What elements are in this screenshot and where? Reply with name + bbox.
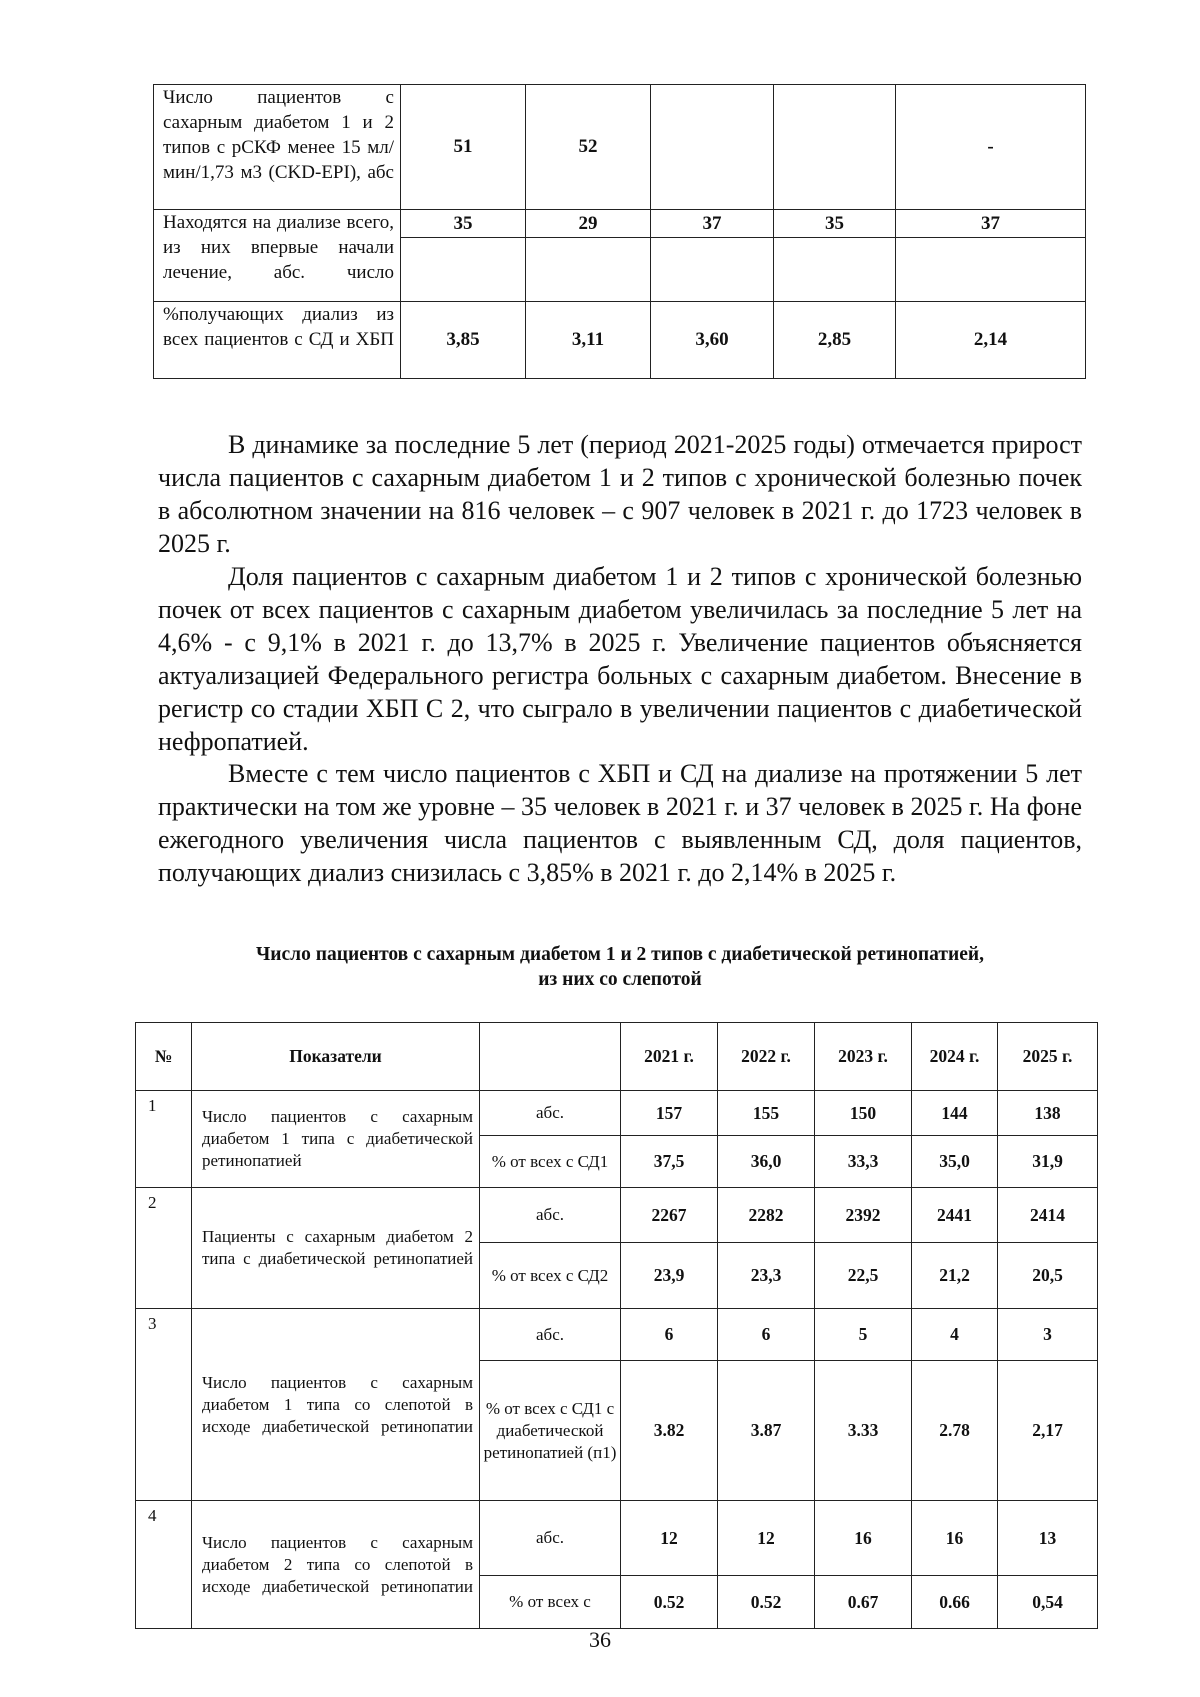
header-num: № [136,1023,192,1091]
cell-value: 16 [912,1501,998,1576]
cell-value: 3,85 [401,302,526,379]
cell-value: 2.78 [912,1361,998,1501]
cell-value: 37 [651,210,774,238]
cell-value: 3.33 [815,1361,912,1501]
cell-value: 138 [998,1091,1098,1136]
cell-value: 5 [815,1309,912,1361]
empty-cell [896,238,1086,302]
header-year: 2024 г. [912,1023,998,1091]
row-label: Число пациентов с сахарным диабетом 1 и 2 типов с рСКФ менее 15 мл/мин/1,73 м3 (CKD-EPI), абс [154,85,401,210]
header-year: 2023 г. [815,1023,912,1091]
cell-value: 6 [621,1309,718,1361]
cell-value: 4 [912,1309,998,1361]
cell-value: 51 [401,85,526,210]
cell-value: 2267 [621,1188,718,1243]
cell-value: 37 [896,210,1086,238]
cell-value: 2392 [815,1188,912,1243]
cell-value: 157 [621,1091,718,1136]
cell-value: 33,3 [815,1136,912,1188]
indicator-label: Число пациентов с сахарным диабетом 1 типа с диабетической ретинопатией [192,1091,480,1188]
cell-value: 0.66 [912,1576,998,1629]
cell-value: 0.52 [621,1576,718,1629]
empty-cell [401,238,526,302]
unit-label: абс. [480,1309,621,1361]
row-number: 3 [136,1309,192,1501]
cell-value: 31,9 [998,1136,1098,1188]
cell-value: 144 [912,1091,998,1136]
header-indicator: Показатели [192,1023,480,1091]
header-year: 2021 г. [621,1023,718,1091]
paragraph [158,428,1082,560]
page-number: 36 [589,1627,611,1652]
cell-value: 20,5 [998,1243,1098,1309]
cell-value: 35 [774,210,896,238]
cell-value: 16 [815,1501,912,1576]
cell-value: 3,60 [651,302,774,379]
cell-value: 3.82 [621,1361,718,1501]
paragraph [158,757,1082,889]
cell-value: 0,54 [998,1576,1098,1629]
table-row [136,1501,1098,1576]
cell-value: 13 [998,1501,1098,1576]
table-title-line: из них со слепотой [538,969,702,990]
table-row [154,210,1086,238]
cell-value [774,85,896,210]
cell-value: 23,9 [621,1243,718,1309]
header-year: 2025 г. [998,1023,1098,1091]
cell-value: 37,5 [621,1136,718,1188]
cell-value: 21,2 [912,1243,998,1309]
empty-cell [526,238,651,302]
row-number: 1 [136,1091,192,1188]
cell-value: - [896,85,1086,210]
cell-value: 2,85 [774,302,896,379]
indicator-label: Число пациентов с сахарным диабетом 2 типа со слепотой в исходе диабетической ретинопатии [192,1501,480,1629]
cell-value: 12 [718,1501,815,1576]
unit-label: % от всех с СД1 [480,1136,621,1188]
unit-label: % от всех с СД1 с диабетической ретинопатией (п1) [480,1361,621,1501]
empty-cell [774,238,896,302]
header-unit [480,1023,621,1091]
cell-value: 2,14 [896,302,1086,379]
unit-label: % от всех с СД2 [480,1243,621,1309]
cell-value: 29 [526,210,651,238]
header-year: 2022 г. [718,1023,815,1091]
paragraph [158,560,1082,758]
cell-value: 2441 [912,1188,998,1243]
table-title-line: Число пациентов с сахарным диабетом 1 и 2 типов с диабетической ретинопатией, [255,944,984,965]
cell-value: 2414 [998,1188,1098,1243]
paragraph-text: В динамике за последние 5 лет (период 2021-2025 годы) отмечается прирост числа пациентов с сахарным диабетом 1 и 2 типов с хронической болезнью почек в абсолютном значении на 816 человек – с 907 человек в 2021 г. до 1723 человек в 2025 г. [158,430,1082,558]
cell-value: 2282 [718,1188,815,1243]
row-label: %получающих диализ из всех пациентов с СД и ХБП [154,302,401,379]
cell-value: 2,17 [998,1361,1098,1501]
cell-value: 12 [621,1501,718,1576]
cell-value: 52 [526,85,651,210]
cell-value [651,85,774,210]
cell-value: 22,5 [815,1243,912,1309]
indicator-label: Пациенты с сахарным диабетом 2 типа с диабетической ретинопатией [192,1188,480,1309]
cell-value: 36,0 [718,1136,815,1188]
row-number: 2 [136,1188,192,1309]
table-row [136,1091,1098,1136]
retinopathy-table [135,1022,1098,1629]
header-row [136,1023,1098,1091]
cell-value: 35 [401,210,526,238]
table-row [136,1188,1098,1243]
row-number: 4 [136,1501,192,1629]
cell-value: 3 [998,1309,1098,1361]
indicator-label: Число пациентов с сахарным диабетом 1 типа со слепотой в исходе диабетической ретинопатии [192,1309,480,1501]
cell-value: 6 [718,1309,815,1361]
paragraph-text: Доля пациентов с сахарным диабетом 1 и 2 типов с хронической болезнью почек от всех пациентов с сахарным диабетом увеличилась за последние 5 лет на 4,6% - с 9,1% в 2021 г. до 13,7% в 2025 г. Увеличение пациентов объясняется актуализацией Федерального регистра больных с сахарным диабетом. Внесение в регистр со стадии ХБП С 2, что сыграло в увеличении пациентов с диабетической нефропатией. [158,562,1082,756]
empty-cell [651,238,774,302]
unit-label: абс. [480,1188,621,1243]
unit-label: абс. [480,1501,621,1576]
table-row [154,85,1086,210]
cell-value: 155 [718,1091,815,1136]
table-row [154,302,1086,379]
unit-label: % от всех с [480,1576,621,1629]
cell-value: 0.52 [718,1576,815,1629]
table-row [136,1309,1098,1361]
paragraph-text: Вместе с тем число пациентов с ХБП и СД на диализе на протяжении 5 лет практически на том же уровне – 35 человек в 2021 г. и 37 человек в 2025 г. На фоне ежегодного увеличения числа пациентов с выявленным СД, доля пациентов, получающих диализ снизилась с 3,85% в 2021 г. до 2,14% в 2025 г. [158,759,1082,887]
cell-value: 35,0 [912,1136,998,1188]
dialysis-table [153,84,1086,379]
unit-label: абс. [480,1091,621,1136]
table-title [140,942,1100,992]
cell-value: 23,3 [718,1243,815,1309]
row-label: Находятся на диализе всего, из них впервые начали лечение, абс. число [154,210,401,302]
cell-value: 3.87 [718,1361,815,1501]
cell-value: 0.67 [815,1576,912,1629]
cell-value: 3,11 [526,302,651,379]
cell-value: 150 [815,1091,912,1136]
